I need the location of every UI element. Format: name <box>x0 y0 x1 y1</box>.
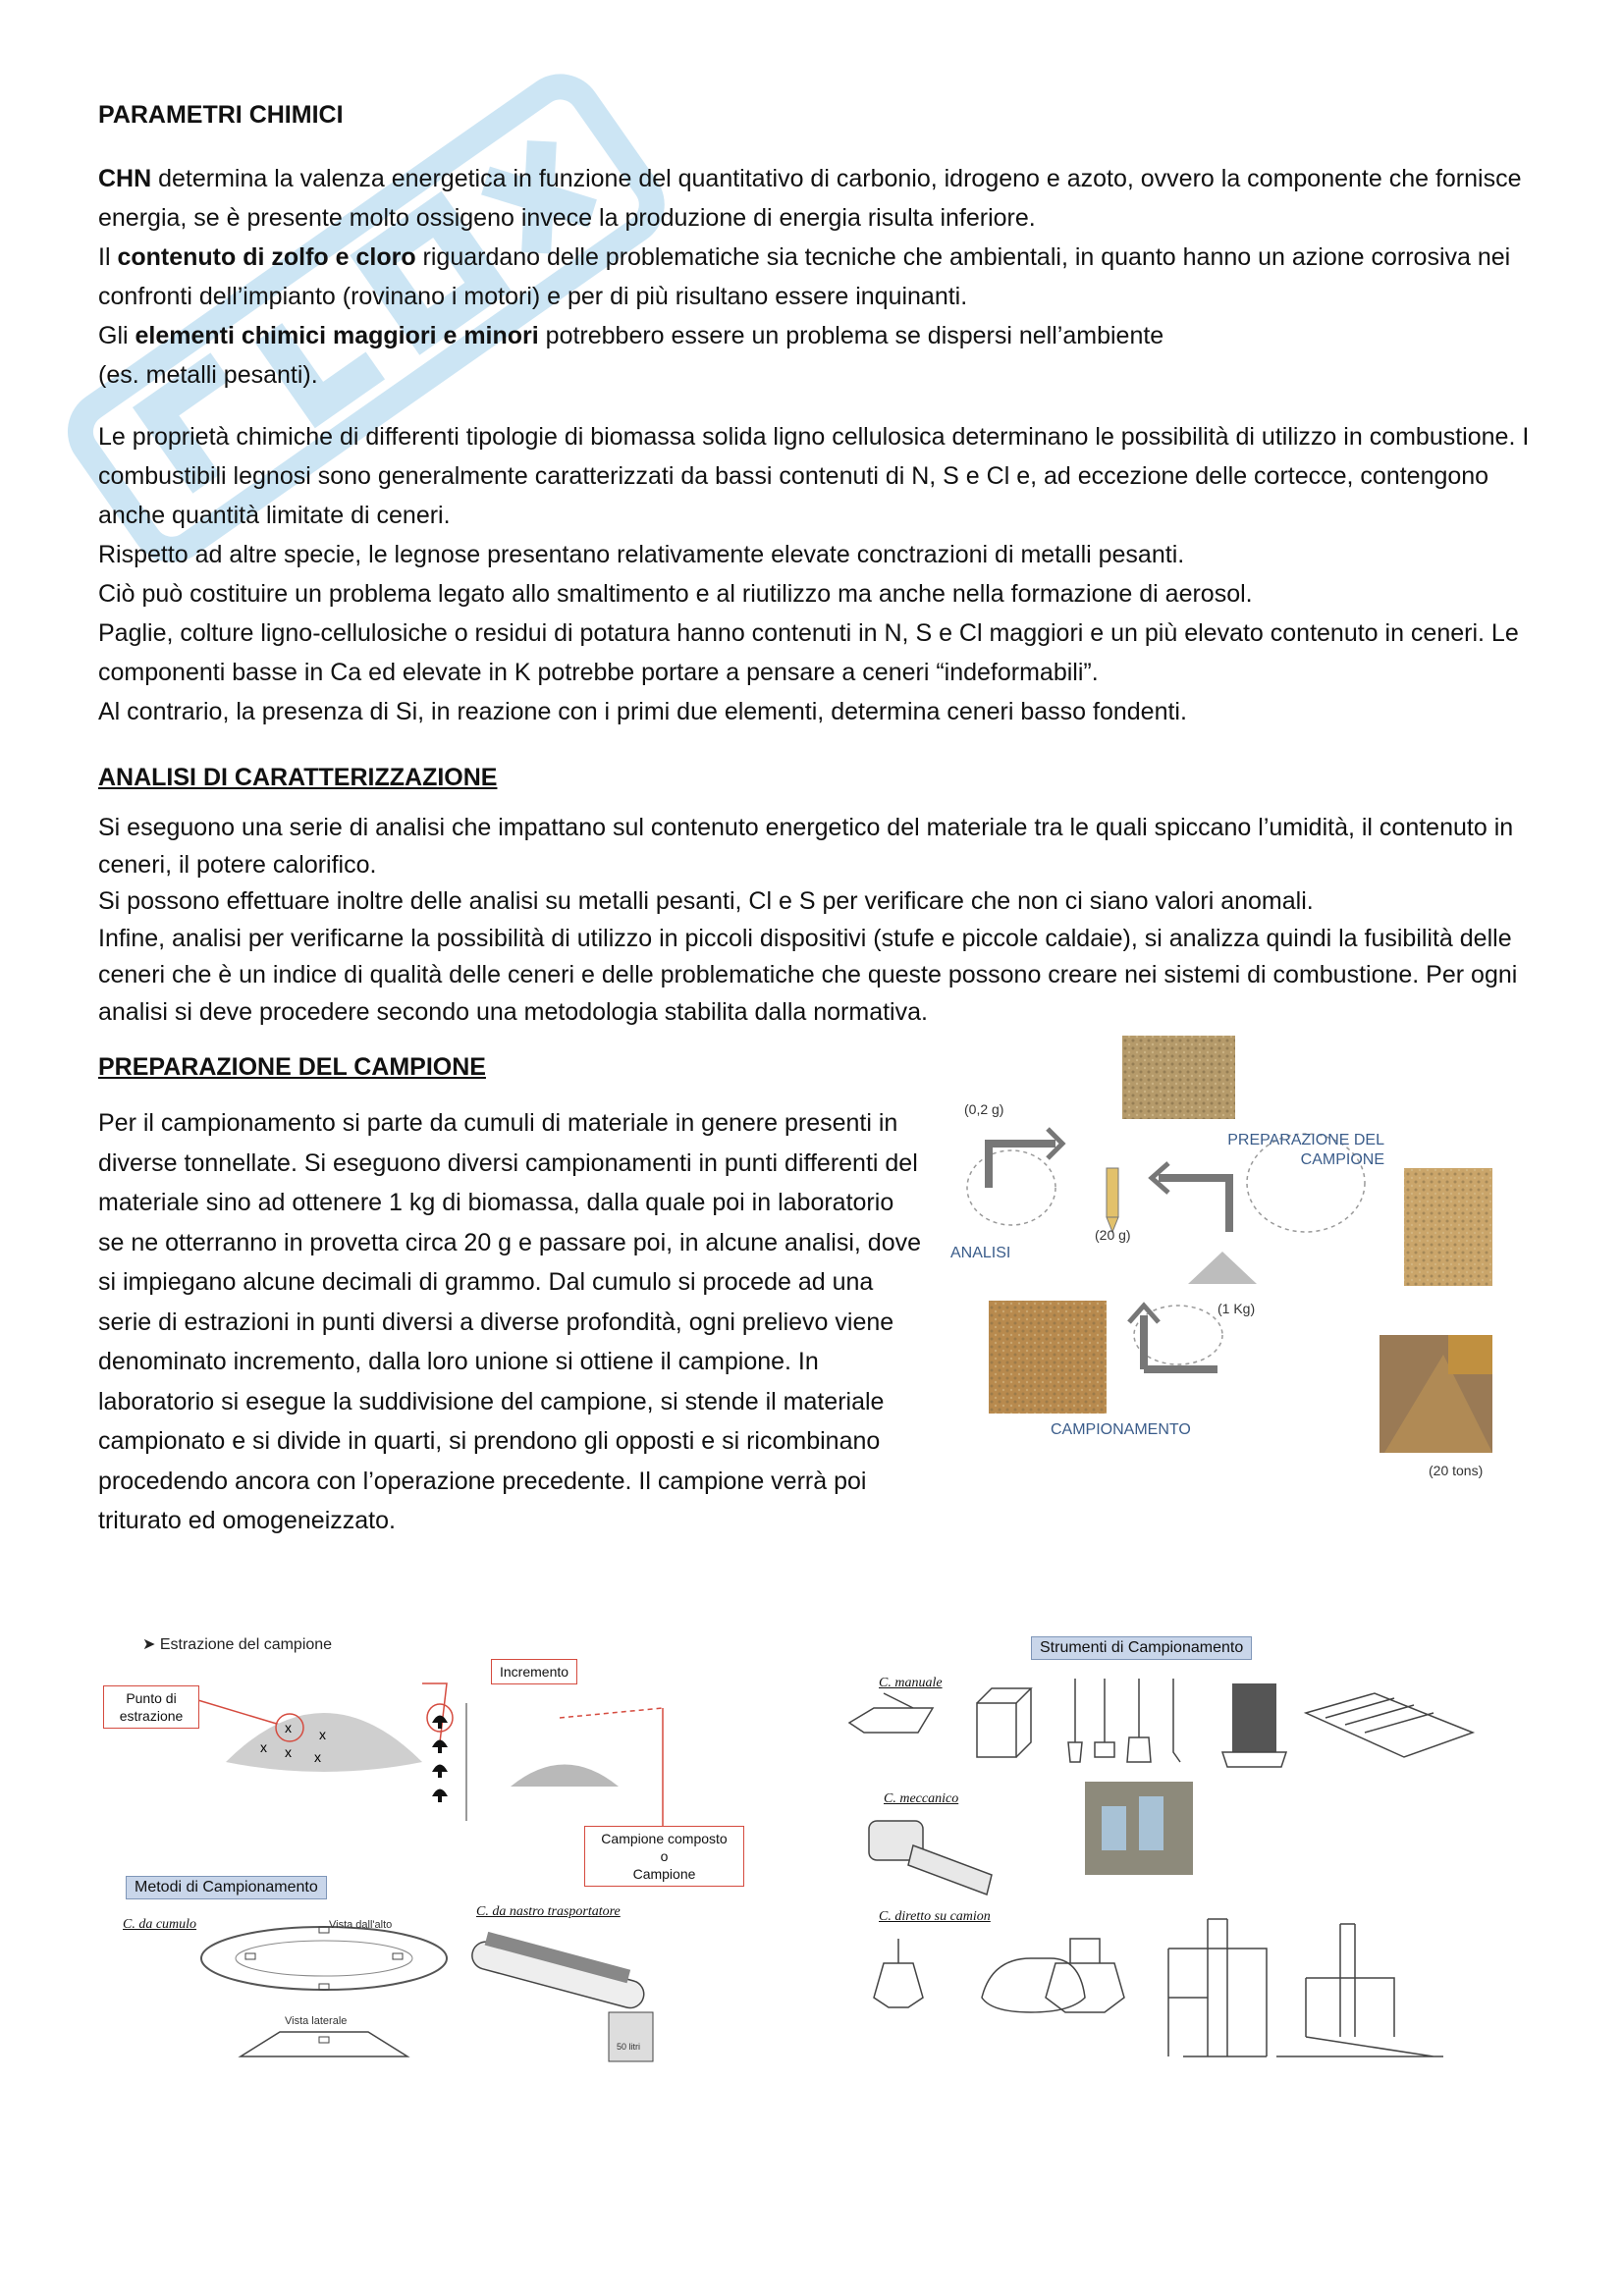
zolfo-text: riguardano delle problematiche sia tecniche che ambientali, in quanto hanno un azione corrosiva nei confronti dell’impianto (rovinano i motori) e per di più risultano essere inquinanti. <box>98 243 1511 310</box>
sampling-tools-diagram <box>844 1625 1492 2076</box>
section1-paragraph-2 <box>98 417 1542 731</box>
manual-tools-icons <box>849 1679 1180 1762</box>
tools-graphics <box>844 1625 1492 2076</box>
svg-text:x: x <box>285 1720 292 1735</box>
label-c-cumulo: C. da cumulo <box>123 1917 197 1932</box>
sample-pile-icon <box>1188 1252 1257 1284</box>
p2-line-4: Al contrario, la presenza di Si, in reazione con i primi due elementi, determina ceneri basso fondenti. <box>98 698 1187 725</box>
label-campionamento: CAMPIONAMENTO <box>1051 1421 1191 1438</box>
arrow-analisi <box>989 1144 1055 1188</box>
elementi-text: potrebbero essere un problema se dispersi nell’ambiente <box>538 322 1164 349</box>
preparazione-paragraph: Per il campionamento si parte da cumuli di materiale in genere presenti in diverse tonnellate. Si eseguono diversi campionamenti in punti differenti del materiale sino ad ottenere 1 kg di biomassa, dalla quale poi in laboratorio se ne otterranno in provetta circa 20 g e passare poi, in alcune analisi, dove si impiegano alcune decimali di grammo. Dal cumulo si procede ad una serie di estrazioni in punti diversi a diverse profondità, ogni prelievo viene denominato incremento, dalla loro unione si ottiene il campione. In laboratorio si esegue la suddivisione del campione, si stende il materiale campionato e si divide in quarti, si prendono gli opposti e si ricombinano procedendo ancora con l’operazione precedente. Il campione verrà poi triturato ed omogeneizzato. <box>98 1109 922 1534</box>
label-strumenti: Strumenti di Campionamento <box>1031 1636 1252 1660</box>
s2-line-1: Si possono effettuare inoltre delle analisi su metalli pesanti, Cl e S per verificare che non ci siano valori anomali. <box>98 887 1314 915</box>
material-pile <box>226 1713 422 1772</box>
elementi-bold: elementi chimici maggiori e minori <box>135 322 539 349</box>
label-vista-alto: Vista dall'alto <box>329 1919 393 1931</box>
cycle-circle-analisi <box>967 1150 1055 1225</box>
label-preparazione: PREPARAZIONE DEL CAMPIONE <box>1227 1132 1384 1168</box>
extraction-title-text: Estrazione del campione <box>159 1636 333 1653</box>
section1-paragraph-1 <box>98 159 1542 395</box>
label-punto-estrazione: Punto di estrazione <box>103 1685 199 1729</box>
label-02g: (0,2 g) <box>964 1101 1004 1117</box>
elementi-text-2: (es. metalli pesanti). <box>98 361 318 389</box>
chn-text: determina la valenza energetica in funzione del quantitativo di carbonio, idrogeno e azoto, ovvero la componente che fornisce energia, se è presente molto ossigeno invece la produzione di energia risulta inferiore. <box>98 165 1522 232</box>
p2-line-1: Rispetto ad altre specie, le legnose presentano relativamente elevate conctrazioni di metalli pesanti. <box>98 541 1185 568</box>
campione-text: Campione <box>632 1866 696 1882</box>
label-metodi-campionamento: Metodi di Campionamento <box>126 1876 327 1899</box>
section2-paragraph <box>98 810 1542 1031</box>
label-analisi: ANALISI <box>950 1245 1011 1261</box>
svg-text:x: x <box>319 1727 326 1742</box>
label-c-meccanico: C. meccanico <box>884 1791 959 1806</box>
section-title-analisi: ANALISI DI CARATTERIZZAZIONE <box>98 764 498 791</box>
preparation-cycle-diagram <box>943 1031 1492 1492</box>
cycle-graphics <box>943 1031 1492 1492</box>
truck-probe-icons <box>1168 1919 1443 2056</box>
section-title-preparazione: PREPARAZIONE DEL CAMPIONE <box>98 1053 486 1081</box>
p2-line-3: Paglie, colture ligno-cellulosiche o residui di potatura hanno contenuti in N, S e Cl maggiori e un più elevato contenuto in ceneri. Le componenti basse in Ca ed elevate in K potrebbe portare a pensare a ceneri “indeformabili”. <box>98 619 1519 686</box>
sample-divider-icon <box>1306 1693 1473 1757</box>
arrow-campionamento <box>1144 1315 1217 1369</box>
extraction-title: ➤ Estrazione del campione <box>142 1636 333 1653</box>
label-c-camion: C. diretto su camion <box>879 1909 991 1924</box>
label-c-nastro: C. da nastro trasportatore <box>476 1904 621 1919</box>
label-drum: 50 litri <box>617 2042 641 2052</box>
label-1kg: (1 Kg) <box>1217 1301 1256 1316</box>
gli-text: Gli <box>98 322 135 349</box>
campione-composto-text: Campione composto <box>601 1831 728 1846</box>
s2-line-2: Infine, analisi per verificarne la possibilità di utilizzo in piccoli dispositivi (stufe e piccole caldaie), si analizza quindi la fusibilità delle ceneri che è un indice di qualità delle ceneri e delle problematiche che queste possono creare nei sistemi di combustione. Per ogni analisi si deve procedere secondo una metodologia stabilita dalla normativa. <box>98 924 1518 1026</box>
arrow-preparazione <box>1159 1178 1229 1232</box>
il-text: Il <box>98 243 118 271</box>
drum-icon <box>609 2012 653 2061</box>
label-campione-composto <box>584 1826 744 1887</box>
conveyor-belt <box>469 1929 650 2010</box>
pile-side-view <box>241 2032 407 2056</box>
chn-bold: CHN <box>98 165 152 192</box>
auger-icon <box>1232 1683 1276 1752</box>
p2-line-0: Le proprietà chimiche di differenti tipologie di biomassa solida ligno cellulosica determinano le possibilità di utilizzo in combustione. I combustibili legnosi sono generalmente caratterizzati da bassi contenuti di N, S e Cl e, ad eccezione delle cortecce, contengono anche quantità limitate di ceneri. <box>98 423 1530 529</box>
increment-icons <box>432 1716 448 1803</box>
label-20tons: (20 tons) <box>1429 1463 1484 1478</box>
label-vista-laterale: Vista laterale <box>285 2015 348 2027</box>
label-incremento: Incremento <box>491 1659 577 1684</box>
p2-line-2: Ciò può costituire un problema legato allo smaltimento e al riutilizzo ma anche nella formazione di aerosol. <box>98 580 1253 608</box>
grab-bucket-icons <box>874 1939 1124 2012</box>
zolfo-bold: contenuto di zolfo e cloro <box>117 243 416 271</box>
label-c-manuale: C. manuale <box>879 1676 943 1690</box>
composite-sample-pile <box>511 1765 619 1788</box>
campione-o-text: o <box>660 1848 669 1864</box>
test-tube-icon <box>1107 1168 1118 1217</box>
section-title-parametri: PARAMETRI CHIMICI <box>98 101 344 129</box>
label-20g: (20 g) <box>1095 1227 1131 1243</box>
mechanical-sampler-icon <box>869 1821 992 1895</box>
s2-line-0: Si eseguono una serie di analisi che impattano sul contenuto energetico del materiale tra le quali spiccano l’umidità, il contenuto in ceneri, il potere calorifico. <box>98 814 1514 879</box>
svg-text:x: x <box>314 1749 321 1765</box>
svg-text:x: x <box>260 1739 267 1755</box>
extraction-diagram <box>98 1625 756 2076</box>
svg-text:x: x <box>285 1744 292 1760</box>
